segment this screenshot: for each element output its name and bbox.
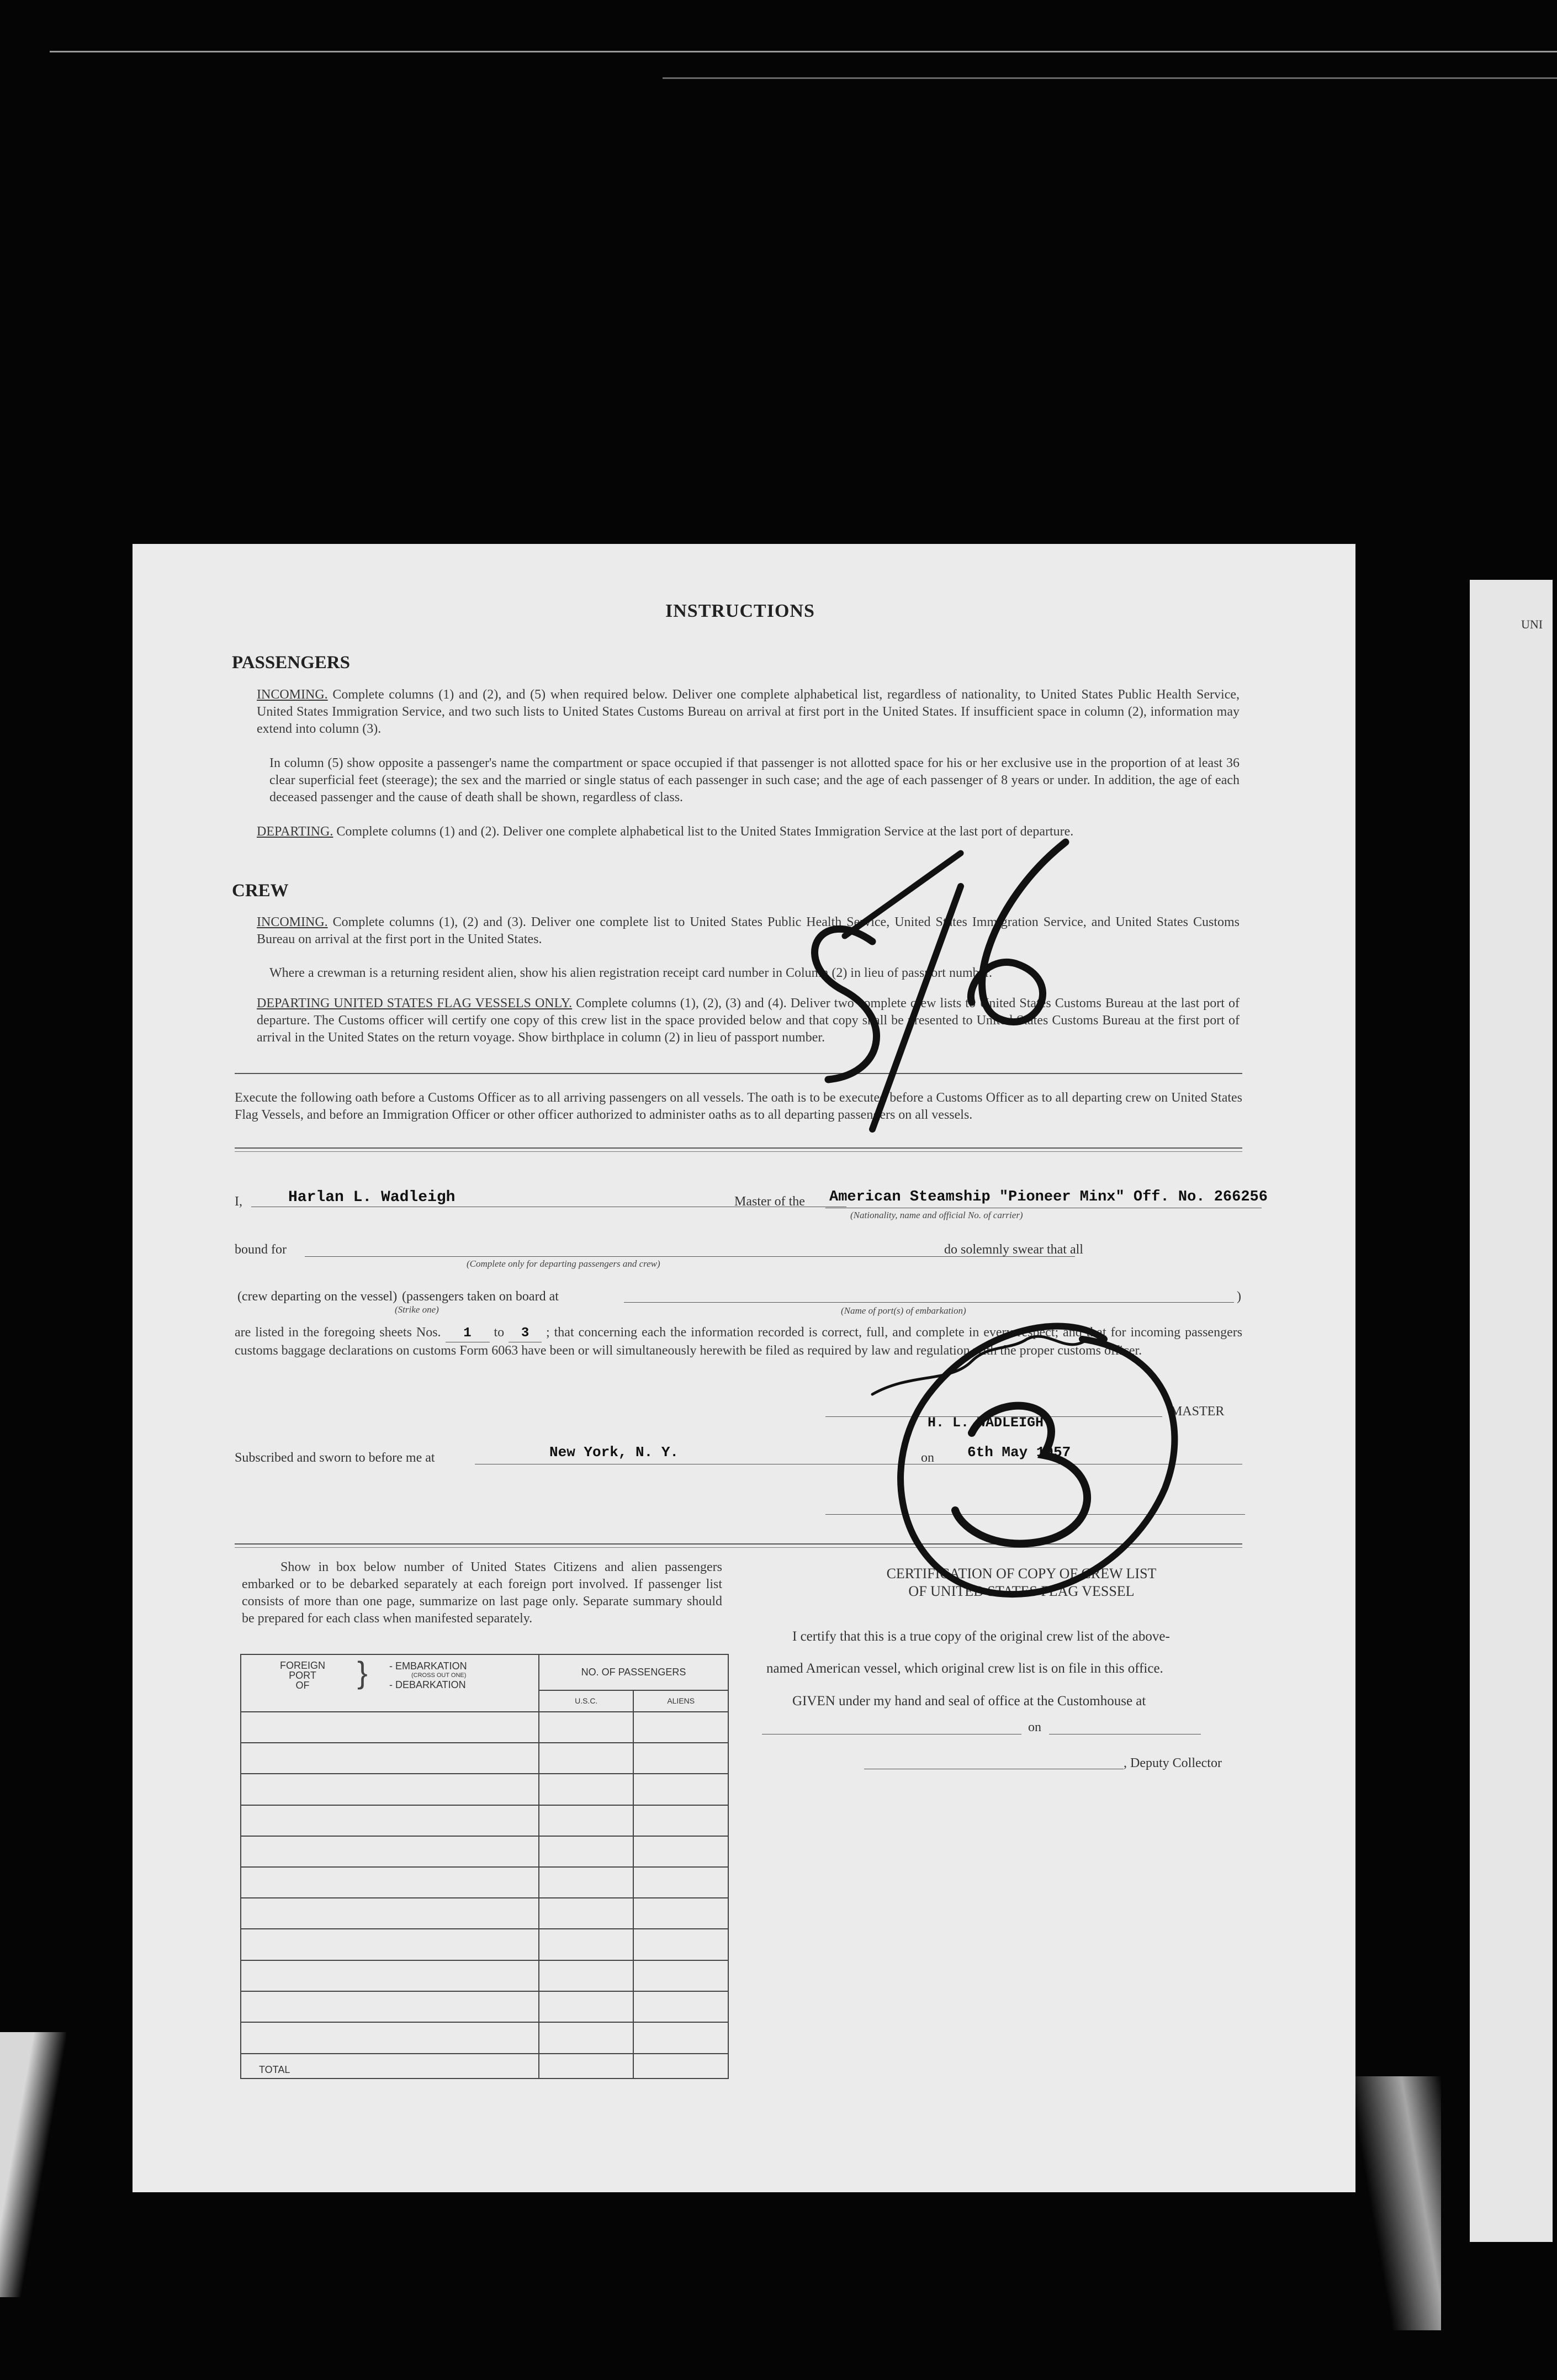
oath-instruction: Execute the following oath before a Customs Officer as to all arriving passengers on all vessels. The oath is to be executed before a Customs Officer as to all departing crew on United States Flag Vessels, and before an Immigration Officer or other officer authorized to administer oaths as to all departing passengers on all vessels. [235, 1091, 1242, 1122]
table-row [241, 1805, 728, 1836]
port-cell [241, 1898, 539, 1929]
passengers-taken-option: (passengers taken on board at [402, 1289, 559, 1304]
swear-label: do solemnly swear that all [944, 1242, 1083, 1257]
deputy-collector-label: , Deputy Collector [1124, 1756, 1222, 1770]
of-label: OF [295, 1680, 310, 1691]
master-name: Harlan L. Wadleigh [288, 1189, 456, 1206]
port-header-cell [241, 1654, 539, 1712]
crew-resident-alien: Where a crewman is a returning resident alien, show his alien registration receipt card number in Column (2) in lieu of passport number. [269, 966, 992, 980]
aliens-cell [633, 1836, 728, 1867]
adjacent-page-text: UNI [1521, 617, 1543, 631]
debarkation-option: - DEBARKATION [389, 1679, 466, 1690]
sworn-on-label: on [921, 1451, 934, 1465]
passengers-departing-text: Complete columns (1) and (2). Deliver one complete alphabetical list to the United States Immigration Service at the last port of departure. [336, 824, 1074, 839]
port-label: PORT [289, 1670, 316, 1681]
handwritten-circled-number [845, 1306, 1187, 1615]
sworn-date: 6th May 1957 [967, 1444, 1071, 1461]
usc-cell [539, 1712, 633, 1743]
port-cell [241, 1836, 539, 1867]
aliens-cell [633, 1743, 728, 1774]
usc-cell [539, 1867, 633, 1898]
ports-close-paren: ) [1237, 1289, 1241, 1304]
usc-cell [539, 1929, 633, 1960]
listed-rest: ; that concerning each the information recorded is correct, full, and complete in every respect; and that for incoming passengers customs baggage declarations on customs Form 6063 have been or will simultaneously herewith be filed as required by law and regulation with the proper customs officer. [235, 1325, 1243, 1358]
port-cell [241, 1867, 539, 1898]
usc-cell [539, 1774, 633, 1805]
certification-given: GIVEN under my hand and seal of office at the Customhouse at [792, 1694, 1146, 1709]
strike-one-caption: (Strike one) [395, 1304, 439, 1315]
handwritten-sheet-number [778, 820, 1121, 1162]
table-row [241, 2022, 728, 2053]
crew-departing-label: DEPARTING UNITED STATES FLAG VESSELS ONLY. [257, 996, 573, 1011]
table-row [241, 1867, 728, 1898]
table-row [241, 1929, 728, 1960]
to-label: to [494, 1325, 505, 1340]
port-cell [241, 1774, 539, 1805]
passengers-column5: In column (5) show opposite a passenger's name the compartment or space occupied if that passenger is not allotted space for his or her exclusive use in the proportion of at least 36 clear superficial feet (steerage); the sex and the married or single status of each passenger in such case; and the age of each passenger of 8 years or under. In addition, the age of each deceased passenger and the cause of death shall be shown, regardless of class. [269, 756, 1240, 805]
usc-cell [539, 1960, 633, 1991]
bound-for-caption: (Complete only for departing passengers and crew) [467, 1258, 660, 1269]
subscribed-label: Subscribed and sworn to before me at [235, 1451, 435, 1465]
total-label: TOTAL [241, 2054, 539, 2078]
usc-cell [539, 1805, 633, 1836]
cross-out-note: (CROSS OUT ONE) [411, 1672, 467, 1679]
port-cell [241, 1712, 539, 1743]
crew-incoming-label: INCOMING. [257, 915, 328, 929]
port-cell [241, 1960, 539, 1991]
film-edge-line [50, 51, 1557, 52]
aliens-cell [633, 1991, 728, 2022]
crew-heading: CREW [232, 881, 289, 901]
usc-cell [539, 1991, 633, 2022]
table-row [241, 1836, 728, 1867]
document-page [133, 544, 1355, 2192]
usc-cell [539, 1836, 633, 1867]
adjacent-page-strip [1470, 580, 1553, 2242]
no-passengers-header: NO. OF PASSENGERS [539, 1654, 728, 1690]
oath-i-label: I, [235, 1194, 242, 1209]
brace-glyph: } [357, 1655, 368, 1690]
certification-title-2: OF UNITED STATES FLAG VESSEL [908, 1583, 1135, 1599]
passengers-heading: PASSENGERS [232, 653, 350, 673]
table-row [241, 1991, 728, 2022]
summary-instructions: Show in box below number of United States Citizens and alien passengers embarked or to be debarked separately at each foreign port involved. If passenger list consists of more than one page, summarize on last page only. Separate summary should be prepared for each class when manifested separately. [242, 1560, 722, 1626]
sworn-place: New York, N. Y. [549, 1444, 679, 1461]
vessel-name: American Steamship "Pioneer Minx" Off. No. 266256 [829, 1189, 1268, 1205]
aliens-cell [633, 1929, 728, 1960]
film-edge-line-2 [663, 77, 1557, 79]
certification-title-1: CERTIFICATION OF COPY OF CREW LIST [886, 1565, 1157, 1582]
certification-body-2: named American vessel, which original crew list is on file in this office. [766, 1661, 1163, 1676]
usc-header: U.S.C. [539, 1690, 633, 1712]
ports-caption: (Name of port(s) of embarkation) [841, 1305, 966, 1316]
aliens-cell [633, 1712, 728, 1743]
vessel-caption: (Nationality, name and official No. of carrier) [850, 1210, 1023, 1220]
table-row [241, 1960, 728, 1991]
left-page-edge [0, 2032, 66, 2297]
table-row [241, 1743, 728, 1774]
certification-on-label: on [1028, 1720, 1041, 1734]
port-cell [241, 1991, 539, 2022]
port-cell [241, 1743, 539, 1774]
crew-incoming-text: Complete columns (1), (2) and (3). Deliver one complete list to United States Public Health Service, United States Immigration Service, and United States Customs Bureau on arrival at the first port in the United States. [257, 915, 1240, 946]
usc-cell [539, 1743, 633, 1774]
aliens-cell [633, 1774, 728, 1805]
passengers-incoming-label: INCOMING. [257, 687, 328, 702]
table-row [241, 1712, 728, 1743]
aliens-cell [633, 1898, 728, 1929]
master-of-label: Master of the [734, 1194, 805, 1209]
aliens-cell [633, 2022, 728, 2053]
listed-label: are listed in the foregoing sheets Nos. [235, 1325, 441, 1340]
port-cell [241, 1929, 539, 1960]
master-label: MASTER [1171, 1404, 1225, 1419]
instructions-title: INSTRUCTIONS [665, 601, 815, 621]
aliens-cell [633, 1960, 728, 1991]
table-row [241, 1774, 728, 1805]
typed-signature: H. L. WADLEIGH [928, 1415, 1044, 1431]
passengers-incoming [257, 686, 1240, 738]
right-page-edge [1353, 2076, 1441, 2330]
total-aliens-cell [633, 2054, 728, 2078]
aliens-cell [633, 1867, 728, 1898]
foreign-label: FOREIGN [280, 1660, 326, 1671]
ports-line [624, 1302, 1234, 1303]
aliens-cell [633, 1805, 728, 1836]
certification-body-1: I certify that this is a true copy of the original crew list of the above- [792, 1629, 1170, 1644]
crew-departing-text: Complete columns (1), (2), (3) and (4). Deliver two complete crew lists to United States Customs Bureau at the last port of departure. The Customs officer will certify one copy of this crew list in the space provided below and that copy shall be presented to United States Customs Bureau at the first port of arrival in the United States on the return voyage. Show birthplace in column (2) in lieu of passport number. [257, 996, 1240, 1045]
sheet-to: 3 [509, 1325, 542, 1342]
crew-departing-option: (crew departing on the vessel) [237, 1289, 398, 1304]
table-row [241, 1898, 728, 1929]
usc-cell [539, 1898, 633, 1929]
port-cell [241, 2022, 539, 2053]
passenger-summary-table [240, 1654, 729, 2079]
aliens-header: ALIENS [633, 1690, 728, 1712]
passengers-departing-label: DEPARTING. [257, 824, 333, 839]
sheet-from: 1 [446, 1325, 490, 1342]
port-cell [241, 1805, 539, 1836]
passengers-incoming-text: Complete columns (1) and (2), and (5) when required below. Deliver one complete alphabetical list, regardless of nationality, to United States Public Health Service, United States Immigration Service, and two such lists to United States Customs Bureau on arrival at first port in the United States. If insufficient space in column (2), information may extend into column (3). [257, 687, 1240, 736]
total-usc-cell [539, 2054, 633, 2078]
embarkation-option: - EMBARKATION [389, 1660, 467, 1672]
bound-for-label: bound for [235, 1242, 287, 1257]
usc-cell [539, 2022, 633, 2053]
